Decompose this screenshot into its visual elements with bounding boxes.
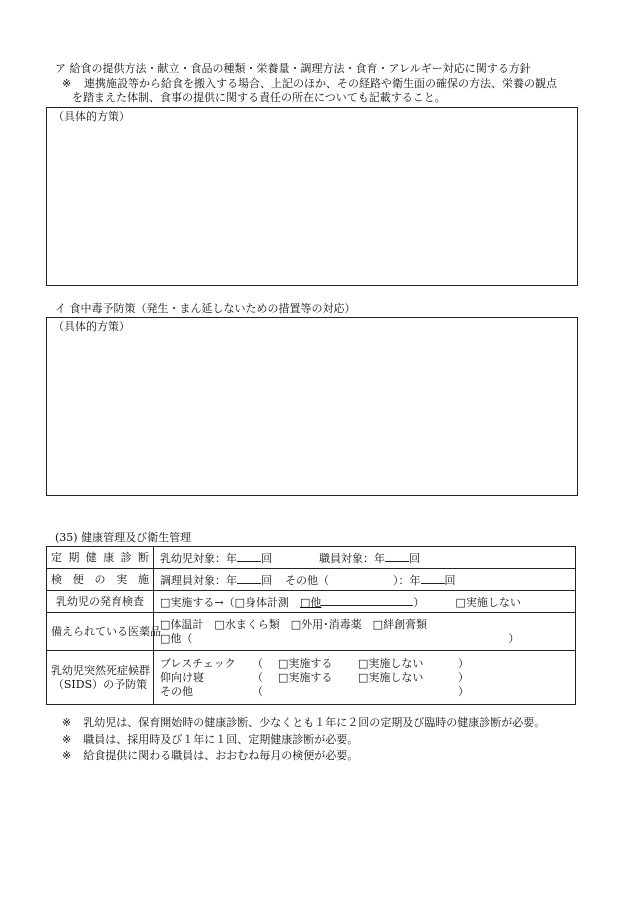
sids-other-text: その他 [160, 684, 193, 698]
growth-close: ） [413, 595, 425, 609]
periodic-checkup-label: 定期健康診断 [47, 547, 154, 569]
cook-stool-unit: 回 [261, 573, 272, 587]
health-heading: (35) 健康管理及び衛生管理 [55, 531, 192, 544]
table-row [47, 591, 576, 613]
section-a-note-line2: を踏まえた体制、食事の提供に関する責任の所在についても記載すること。 [72, 91, 446, 104]
section-a-note-mark: ※ [62, 77, 72, 90]
sids-label-line1: 乳幼児突然死症候群 [51, 663, 150, 677]
growth-other-checkbox[interactable]: □他 [300, 595, 322, 609]
sids-cell [154, 651, 576, 705]
sids-line-other [160, 685, 569, 699]
periodic-checkup-cell [154, 547, 576, 569]
sids-label-line2: （SIDS）の予防策 [52, 677, 148, 691]
medicine-other-checkbox[interactable]: □他（ [160, 631, 193, 645]
section-a-box-label: （具体的方策） [53, 110, 130, 123]
cook-stool-text: 調理員対象：年 [160, 573, 237, 587]
staff-checkup-text: 職員対象：年 [319, 551, 385, 565]
medicine-cell [154, 613, 576, 651]
other-stool-count-field[interactable] [421, 572, 445, 584]
other-stool-close: ）：年 [393, 573, 421, 587]
table-row [47, 651, 576, 705]
growth-other-field[interactable] [321, 594, 413, 606]
section-i-box-label: （具体的方策） [53, 320, 130, 333]
cook-stool-count-field[interactable] [237, 572, 261, 584]
infant-checkup-unit: 回 [261, 551, 272, 565]
growth-check-label: 乳幼児の発育検査 [47, 591, 154, 613]
medicine-items[interactable]: □体温計 □水まくら類 □外用･消毒薬 □絆創膏類 [160, 617, 428, 631]
footnote-3 [62, 749, 358, 763]
footnote-2 [62, 733, 358, 747]
sids-other-close: ） [458, 684, 469, 698]
growth-no-checkbox[interactable]: □実施しない [455, 595, 521, 609]
stool-test-cell [154, 569, 576, 591]
infant-checkup-count-field[interactable] [237, 550, 261, 562]
supine-open: （ [252, 670, 263, 684]
section-i-answer-box[interactable] [46, 317, 578, 496]
footnote-3-text: 給食提供に関わる職員は、おおむね毎月の検便が必要。 [83, 749, 359, 762]
medicine-other-line [160, 632, 569, 646]
table-row [47, 613, 576, 651]
sids-label [47, 651, 154, 705]
breath-check-text: ブレスチェック [160, 656, 236, 670]
growth-implement-checkbox[interactable]: □実施する→（□身体計測 [160, 595, 290, 609]
medicine-label: 備えられている医薬品 [47, 613, 154, 651]
supine-close: ） [458, 670, 469, 684]
supine-no-checkbox[interactable]: □実施しない [358, 670, 424, 684]
section-a-heading: ア 給食の提供方法・献立・食品の種類・栄養量・調理方法・食育・アレルギー対応に関する方針 [55, 62, 531, 75]
section-a-answer-box[interactable] [46, 107, 578, 286]
health-table [46, 546, 576, 705]
section-a-note-line1: 連携施設等から給食を搬入する場合、上記のほか、その経路や衛生面の確保の方法、栄養の観点 [84, 77, 557, 90]
staff-checkup-unit: 回 [409, 551, 420, 565]
supine-yes-checkbox[interactable]: □実施する [278, 670, 333, 684]
other-stool-unit: 回 [444, 573, 456, 587]
sids-other-field-2[interactable] [358, 685, 458, 699]
breath-check-yes-checkbox[interactable]: □実施する [278, 656, 333, 670]
infant-checkup-text: 乳幼児対象：年 [160, 551, 237, 565]
sids-other-open: （ [252, 684, 263, 698]
footnote-2-text: 職員は、採用時及び１年に１回、定期健康診断が必要。 [83, 733, 359, 746]
growth-check-cell [154, 591, 576, 613]
sids-other-field[interactable] [278, 685, 358, 699]
footnote-1-text: 乳幼児は、保育開始時の健康診断、少なくとも１年に２回の定期及び臨時の健康診断が必要。 [83, 716, 546, 729]
footnote-1 [62, 716, 545, 730]
table-row [47, 547, 576, 569]
footnote-2-mark: ※ [62, 733, 72, 746]
staff-checkup-count-field[interactable] [385, 550, 409, 562]
footnote-1-mark: ※ [62, 716, 72, 729]
breath-check-close: ） [458, 656, 469, 670]
other-stool-text: その他（ [285, 573, 329, 587]
medicine-other-close: ） [508, 631, 520, 645]
stool-test-label: 検便の実施 [47, 569, 154, 591]
breath-check-open: （ [252, 656, 263, 670]
table-row [47, 569, 576, 591]
supine-text: 仰向け寝 [160, 670, 204, 684]
section-i-heading: イ 食中毒予防策（発生・まん延しないための措置等の対応） [55, 302, 356, 315]
breath-check-no-checkbox[interactable]: □実施しない [358, 656, 424, 670]
sids-line-breath-check [160, 657, 569, 671]
sids-line-supine [160, 671, 569, 685]
footnote-3-mark: ※ [62, 749, 72, 762]
